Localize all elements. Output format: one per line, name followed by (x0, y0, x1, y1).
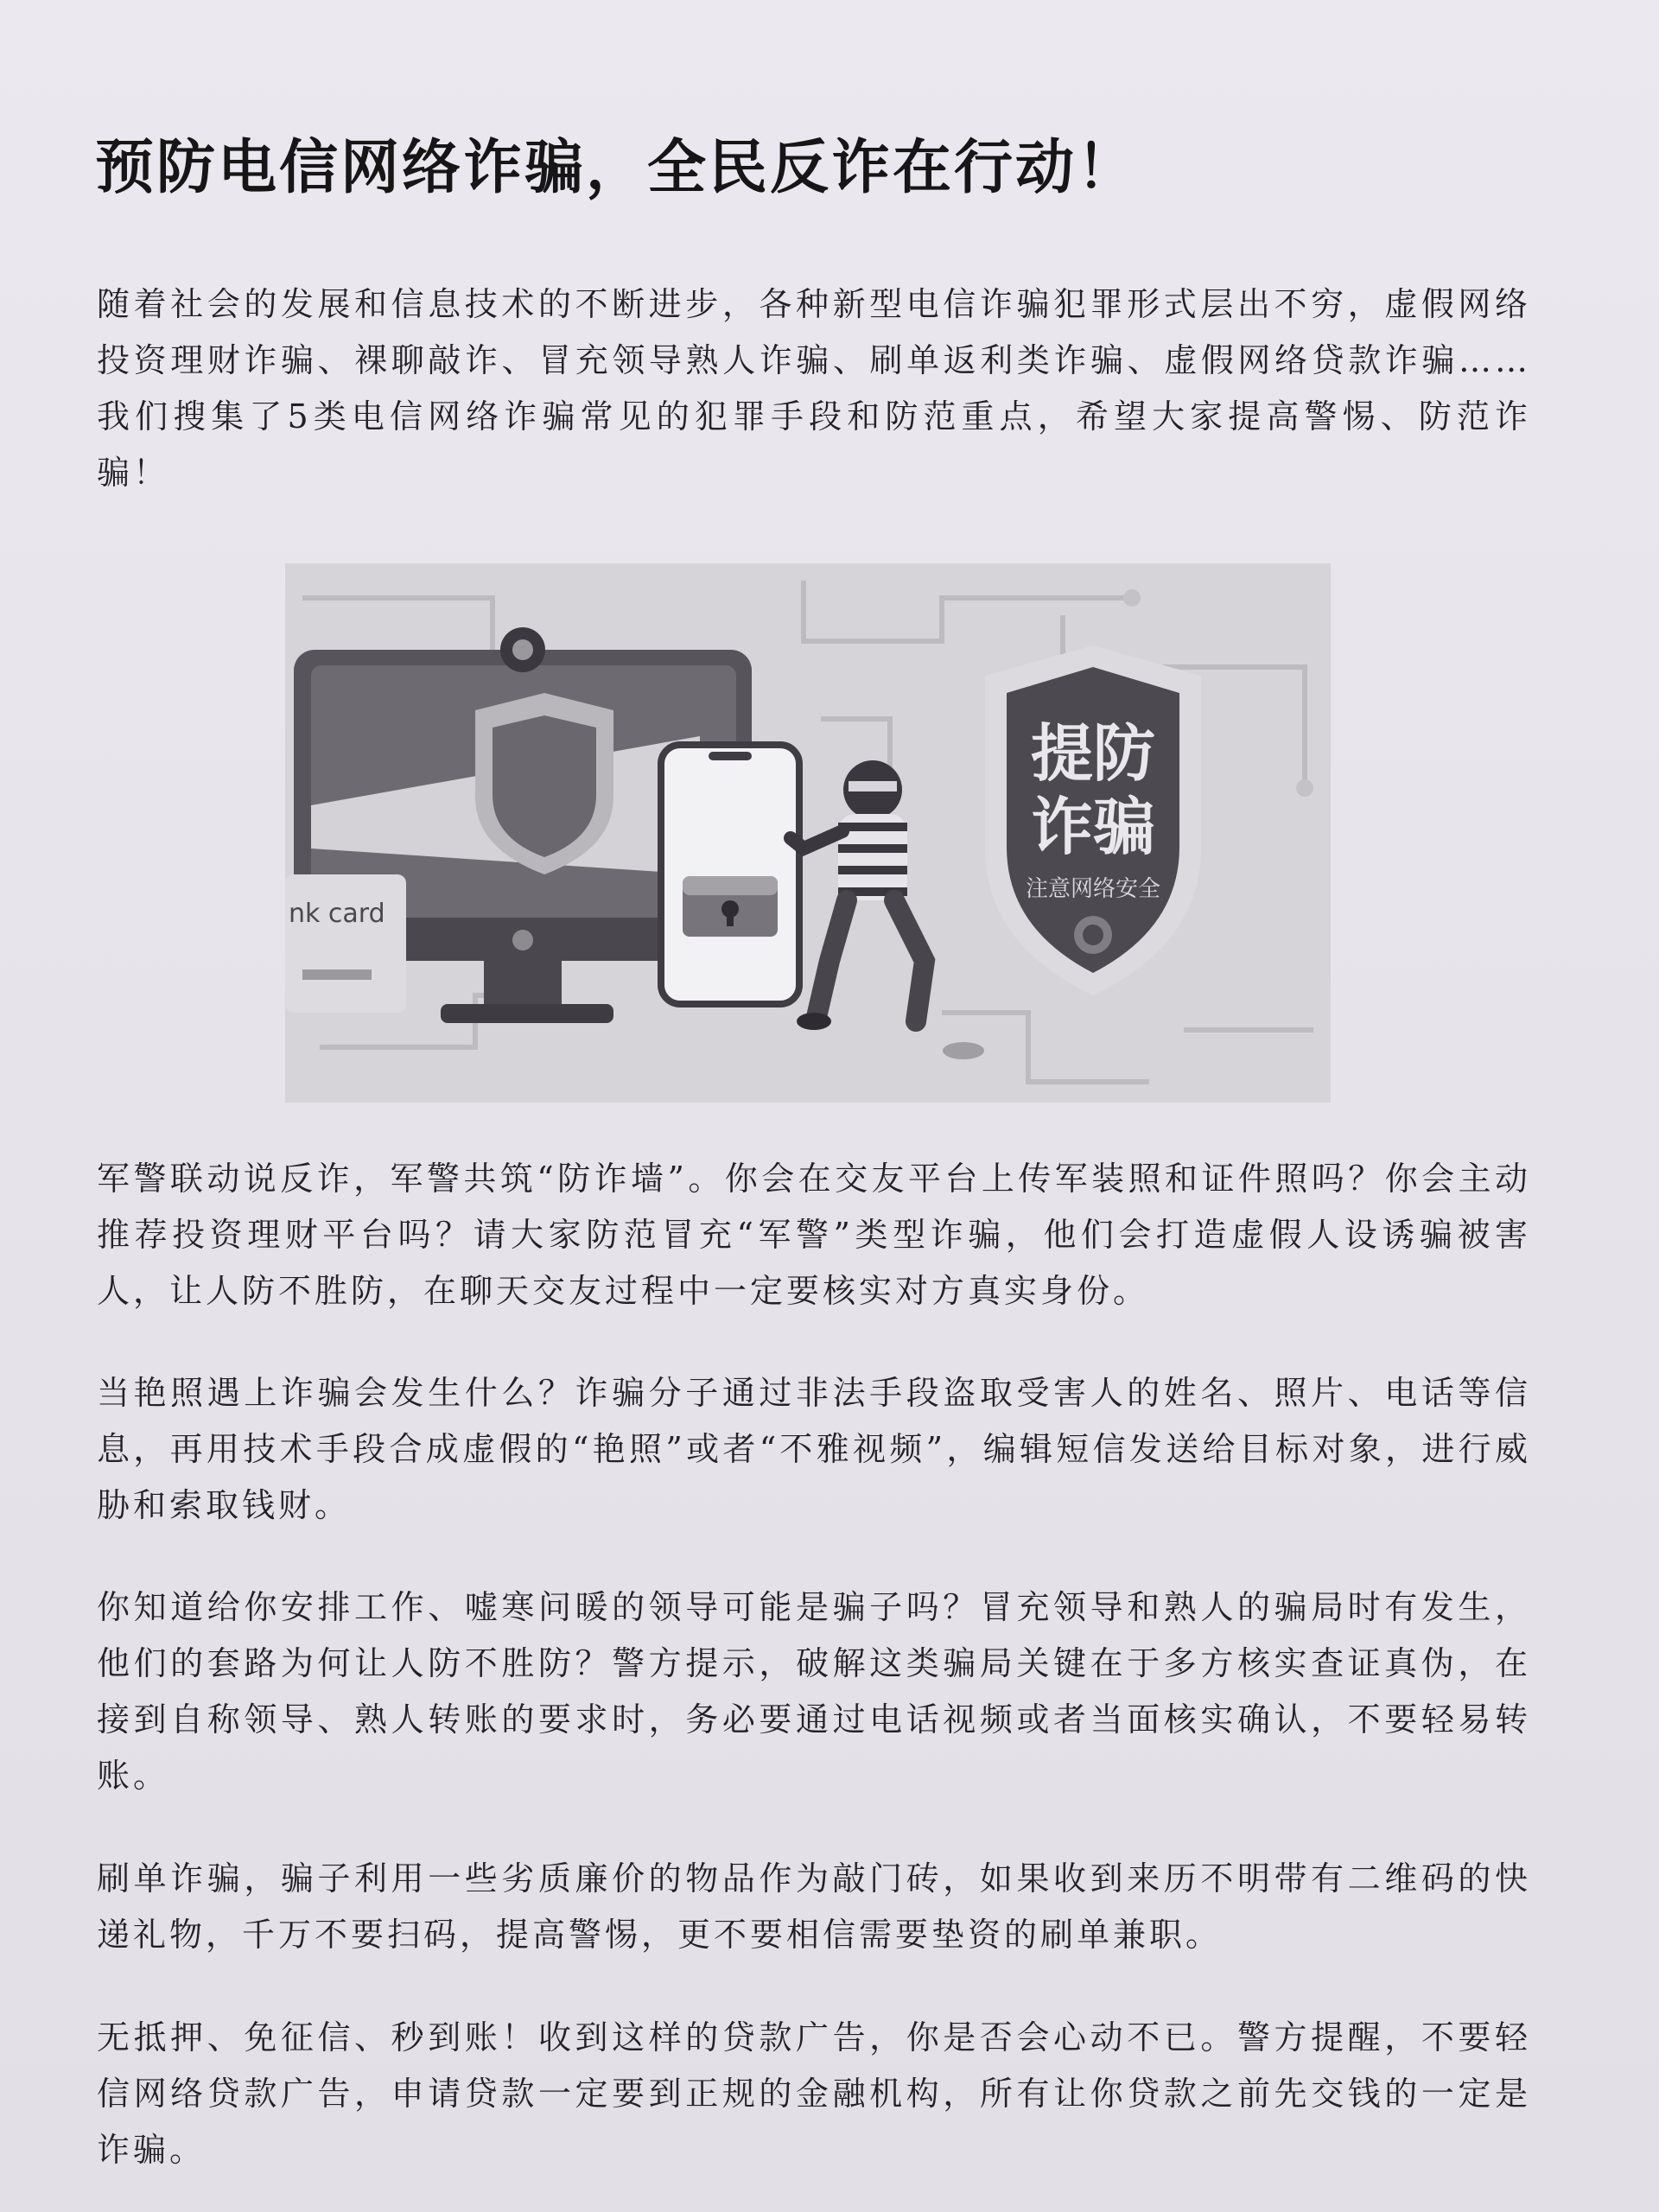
intro-paragraph: 随着社会的发展和信息技术的不断进步，各种新型电信诈骗犯罪形式层出不穷，虚假网络投资理财诈骗、裸聊敲诈、冒充领导熟人诈骗、刷单返利类诈骗、虚假网络贷款诈骗……我们搜集了5类电信网络诈骗常见的犯罪手段和防范重点，希望大家提高警惕、防范诈骗！ (97, 285, 1531, 492)
paragraph-loan-fraud: 无抵押、免征信、秒到账！收到这样的贷款广告，你是否会心动不已。警方提醒，不要轻信网络贷款广告，申请贷款一定要到正规的金融机构，所有让你贷款之前先交钱的一定是诈骗。 (97, 2018, 1531, 2169)
shield-text-line2: 诈骗 (1030, 791, 1156, 863)
anti-fraud-illustration (285, 563, 1331, 1103)
paragraph-order-brushing: 刷单诈骗，骗子利用一些劣质廉价的物品作为敲门砖，如果收到来历不明带有二维码的快递礼物，千万不要扫码，提高警惕，更不要相信需要垫资的刷单兼职。 (97, 1859, 1531, 1954)
page-title: 预防电信网络诈骗，全民反诈在行动！ (95, 134, 1139, 202)
bank-card-label: nk card (289, 899, 385, 929)
shield-icon (985, 645, 1201, 995)
paragraph-impersonation: 你知道给你安排工作、嘘寒问暖的领导可能是骗子吗？冒充领导和熟人的骗局时有发生，他们的套路为何让人防不胜防？警方提示，破解这类骗局关键在于多方核实查证真伪，在接到自称领导、熟人转账的要求时，务必要通过电话视频或者当面核实确认，不要轻易转账。 (97, 1588, 1531, 1795)
shield-banner-text: 注意网络安全 (1025, 876, 1161, 902)
paragraph-military-police: 军警联动说反诈，军警共筑“防诈墙”。你会在交友平台上传军装照和证件照吗？你会主动推荐投资理财平台吗？请大家防范冒充“军警”类型诈骗，他们会打造虚假人设诱骗被害人，让人防不胜防，在聊天交友过程中一定要核实对方真实身份。 (97, 1160, 1531, 1310)
phone-icon (661, 745, 799, 1004)
shield-text-line1: 提防 (1030, 717, 1156, 790)
paragraph-photo-extortion: 当艳照遇上诈骗会发生什么？诈骗分子通过非法手段盗取受害人的姓名、照片、电话等信息，再用技术手段合成虚假的“艳照”或者“不雅视频”，编辑短信发送给目标对象，进行威胁和索取钱财。 (97, 1374, 1531, 1524)
bank-card (285, 874, 406, 1013)
